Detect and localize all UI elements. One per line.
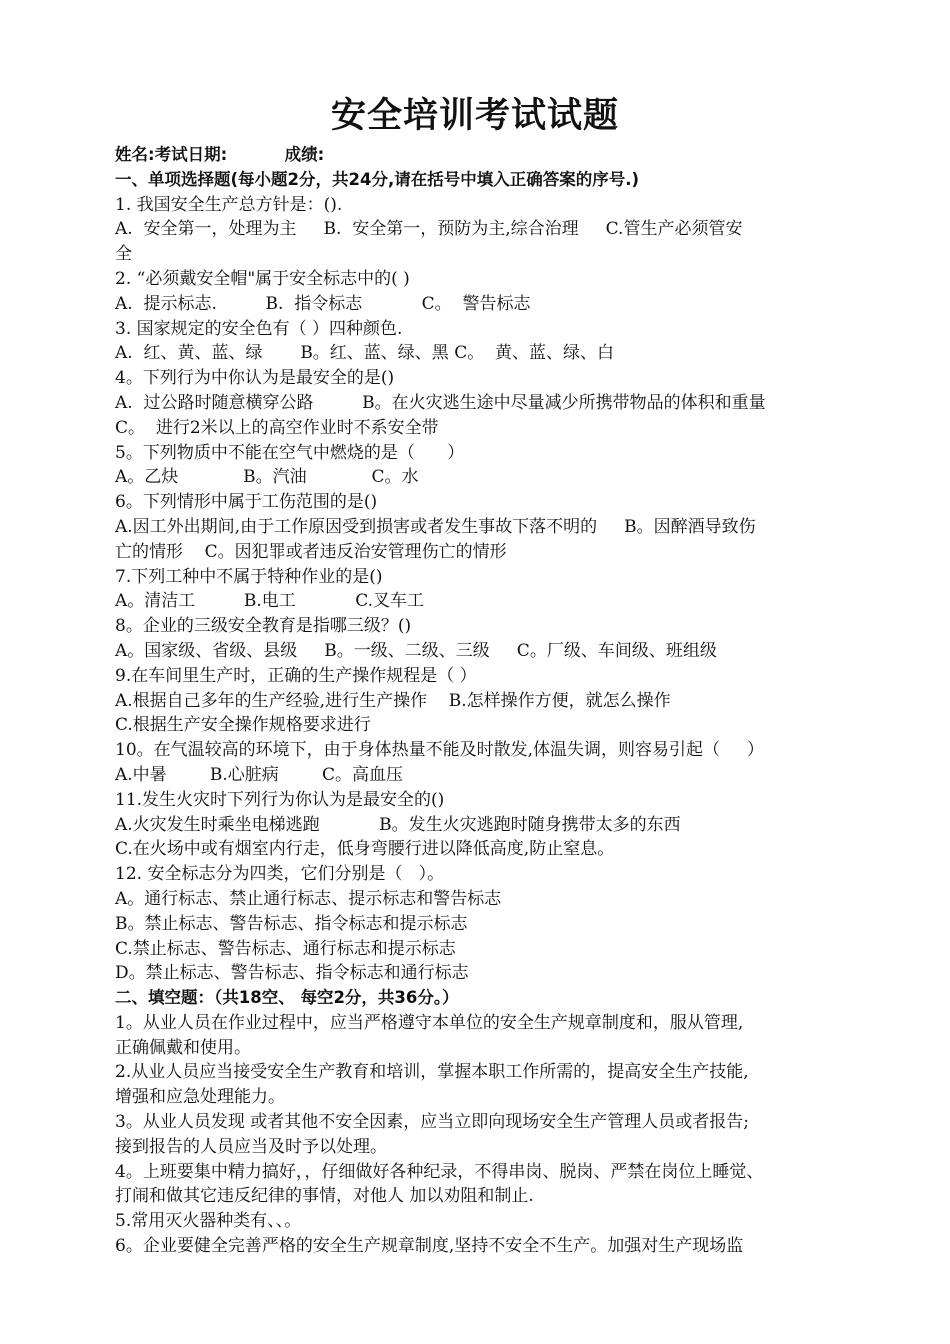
text-line: A。乙炔 B。汽油 C。水 xyxy=(115,467,419,488)
text-line: A. 过公路时随意横穿公路 B。在火灾逃生途中尽量减少所携带物品的体积和重量 xyxy=(115,392,766,413)
text-line: 3. 国家规定的安全色有（ ）四种颜色. xyxy=(115,318,403,339)
text-line: C。 进行2米以上的高空作业时不系安全带 xyxy=(115,417,439,438)
text-line: 接到报告的人员应当及时予以处理。 xyxy=(115,1136,387,1157)
text-line: C.禁止标志、警告标志、通行标志和提示标志 xyxy=(115,938,456,959)
text-line: 3。从业人员发现 或者其他不安全因素，应当立即向现场安全生产管理人员或者报告; xyxy=(115,1112,749,1133)
text-line: A。通行标志、禁止通行标志、提示标志和警告标志 xyxy=(115,888,502,909)
text-line: 2. “必须戴安全帽"属于安全标志中的( ) xyxy=(115,268,410,289)
text-line: A。国家级、省级、县级 B。一级、二级、三级 C。厂级、车间级、班组级 xyxy=(115,640,717,661)
text-line: A. 红、黄、蓝、绿 B。红、蓝、绿、黑 C。 黄、蓝、绿、白 xyxy=(115,343,615,364)
text-line: A。清洁工 B.电工 C.叉车工 xyxy=(115,591,425,612)
text-line: 增强和应急处理能力。 xyxy=(115,1087,285,1108)
text-line: 10。在气温较高的环境下，由于身体热量不能及时散发,体温失调，则容易引起（ ） xyxy=(115,740,765,761)
text-line: A.中暑 B.心脏病 C。高血压 xyxy=(115,764,404,785)
text-line: A.火灾发生时乘坐电梯逃跑 B。发生火灾逃跑时随身携带太多的东西 xyxy=(115,814,681,835)
text-line: C.根据生产安全操作规格要求进行 xyxy=(115,715,371,736)
document-title: 安全培训考试试题 xyxy=(330,96,619,136)
section-heading-line: 姓名:考试日期: 成绩: xyxy=(115,145,325,164)
text-line: 6。下列情形中属于工伤范围的是() xyxy=(115,492,378,513)
text-line: 4。下列行为中你认为是最安全的是() xyxy=(115,368,395,389)
text-line: 5。下列物质中不能在空气中燃烧的是（ ） xyxy=(115,442,465,463)
section-heading-line: 一、单项选择题(每小题2分，共24分,请在括号中填入正确答案的序号.) xyxy=(115,169,640,189)
text-line: A. 提示标志. B. 指令标志 C。 警告标志 xyxy=(115,293,531,314)
text-line: A.根据自己多年的生产经验,进行生产操作 B.怎样操作方便，就怎么操作 xyxy=(115,690,671,711)
text-line: 1。从业人员在作业过程中，应当严格遵守本单位的安全生产规章制度和，服从管理, xyxy=(115,1012,744,1033)
text-line: 6。企业要健全完善严格的安全生产规章制度,坚持不安全不生产。加强对生产现场监 xyxy=(115,1236,744,1257)
text-line: 2.从业人员应当接受安全生产教育和培训，掌握本职工作所需的，提高安全生产技能, xyxy=(115,1062,749,1083)
text-line: 8。企业的三级安全教育是指哪三级？() xyxy=(115,616,412,637)
text-line: D。禁止标志、警告标志、指令标志和通行标志 xyxy=(115,963,469,984)
text-line: 5.常用灭火器种类有、、。 xyxy=(115,1211,302,1232)
text-line: 全 xyxy=(115,244,132,265)
section-heading-line: 二、填空题：（共18空、 每空2分，共36分。） xyxy=(115,988,459,1008)
text-line: 打闹和做其它违反纪律的事情，对他人 加以劝阻和制止. xyxy=(115,1186,534,1207)
document-body xyxy=(115,143,850,1259)
text-line: 1. 我国安全生产总方针是：(). xyxy=(115,194,343,215)
text-line: C.在火场中或有烟室内行走，低身弯腰行进以降低高度,防止窒息。 xyxy=(115,839,615,860)
text-line: A. 安全第一，处理为主 B. 安全第一，预防为主,综合治理 C.管生产必须管安 xyxy=(115,219,743,240)
text-line: 亡的情形 C。因犯罪或者违反治安管理伤亡的情形 xyxy=(115,541,507,562)
text-line: 4。上班要集中精力搞好，，仔细做好各种纪录，不得串岗、脱岗、严禁在岗位上睡觉、 xyxy=(115,1161,764,1182)
text-line: 9.在车间里生产时，正确的生产操作规程是（ ） xyxy=(115,665,477,686)
text-line: 11.发生火灾时下列行为你认为是最安全的() xyxy=(115,789,445,810)
text-line: 7.下列工种中不属于特种作业的是() xyxy=(115,566,383,587)
text-line: A.因工外出期间,由于工作原因受到损害或者发生事故下落不明的 B。因醉酒导致伤 xyxy=(115,516,756,537)
text-line: 正确佩戴和使用。 xyxy=(115,1037,251,1058)
text-line: 12. 安全标志分为四类，它们分别是（ ）。 xyxy=(115,864,445,885)
text-line: B。禁止标志、警告标志、指令标志和提示标志 xyxy=(115,913,468,934)
